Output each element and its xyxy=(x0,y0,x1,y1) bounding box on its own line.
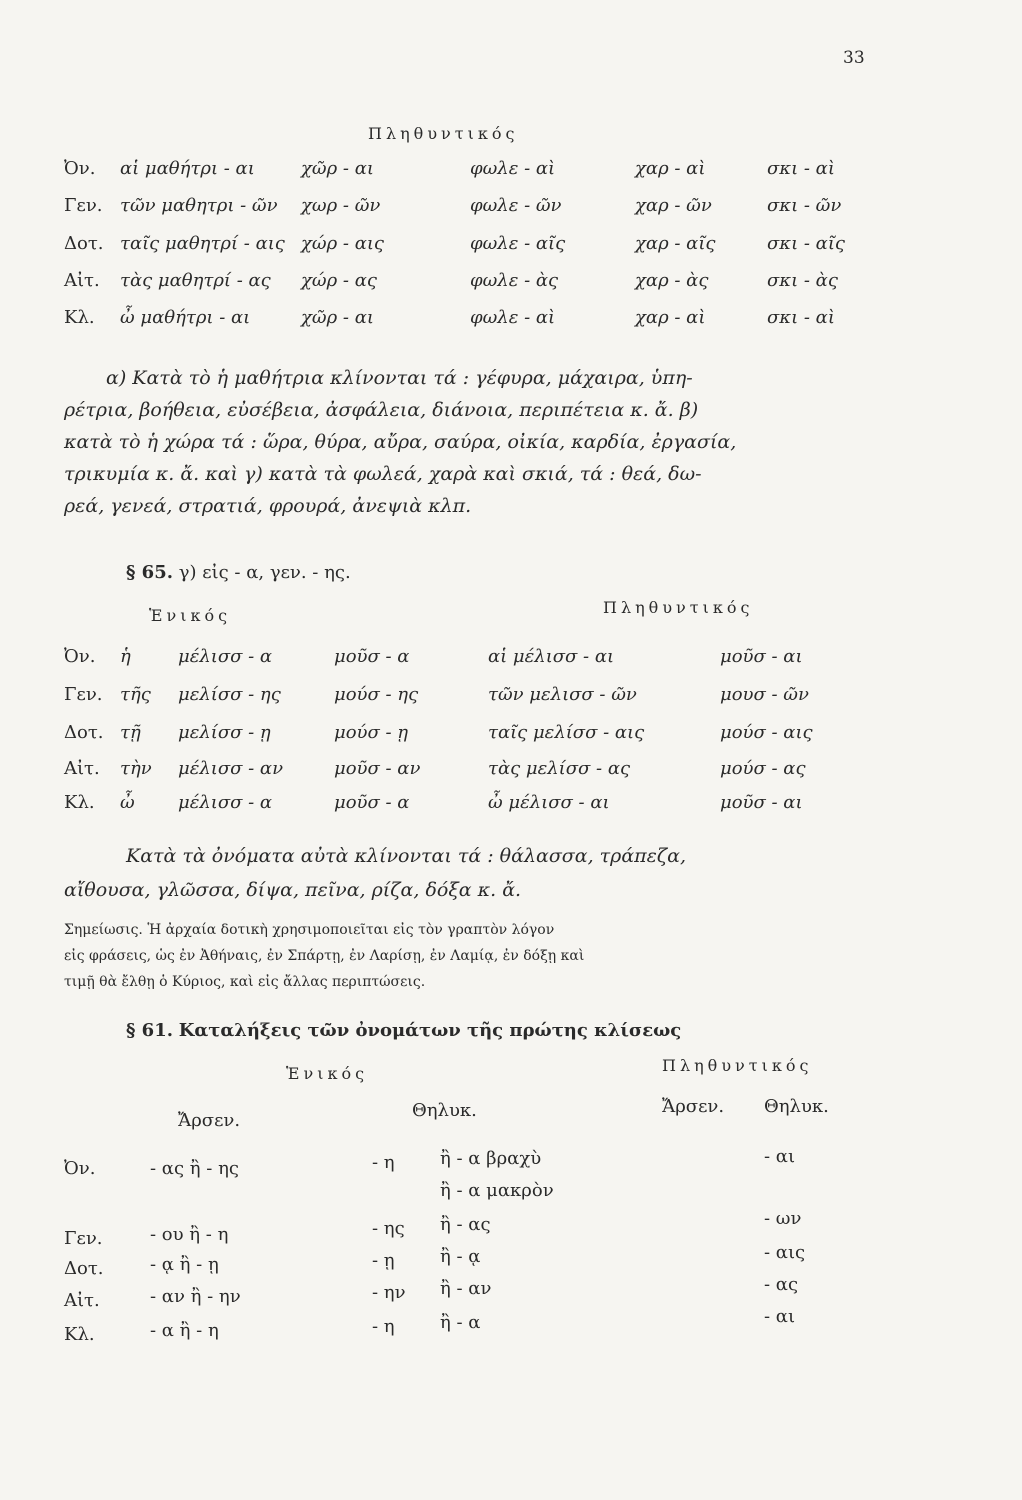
plural-heading-2: Πληθυντικός xyxy=(603,598,754,617)
section-61: § 61. Καταλήξεις τῶν ὀνομάτων τῆς πρώτης κλίσεως xyxy=(126,1020,682,1041)
col-arsen: Ἄρσεν. xyxy=(178,1110,241,1131)
section-65: § 65. γ) εἰς - α, γεν. - ης. xyxy=(126,562,351,583)
singular-heading-3: Ἑνικός xyxy=(286,1064,369,1083)
page-number: 33 xyxy=(843,48,865,68)
col-thelyk-pl: Θηλυκ. xyxy=(764,1096,829,1117)
plural-heading-1: Πληθυντικός xyxy=(368,124,519,143)
col-thelyk: Θηλυκ. xyxy=(412,1100,477,1121)
plural-heading-3: Πληθυντικός xyxy=(662,1056,813,1075)
singular-heading-2: Ἑνικός xyxy=(149,606,232,625)
col-arsen-pl: Ἄρσεν. xyxy=(662,1096,725,1117)
